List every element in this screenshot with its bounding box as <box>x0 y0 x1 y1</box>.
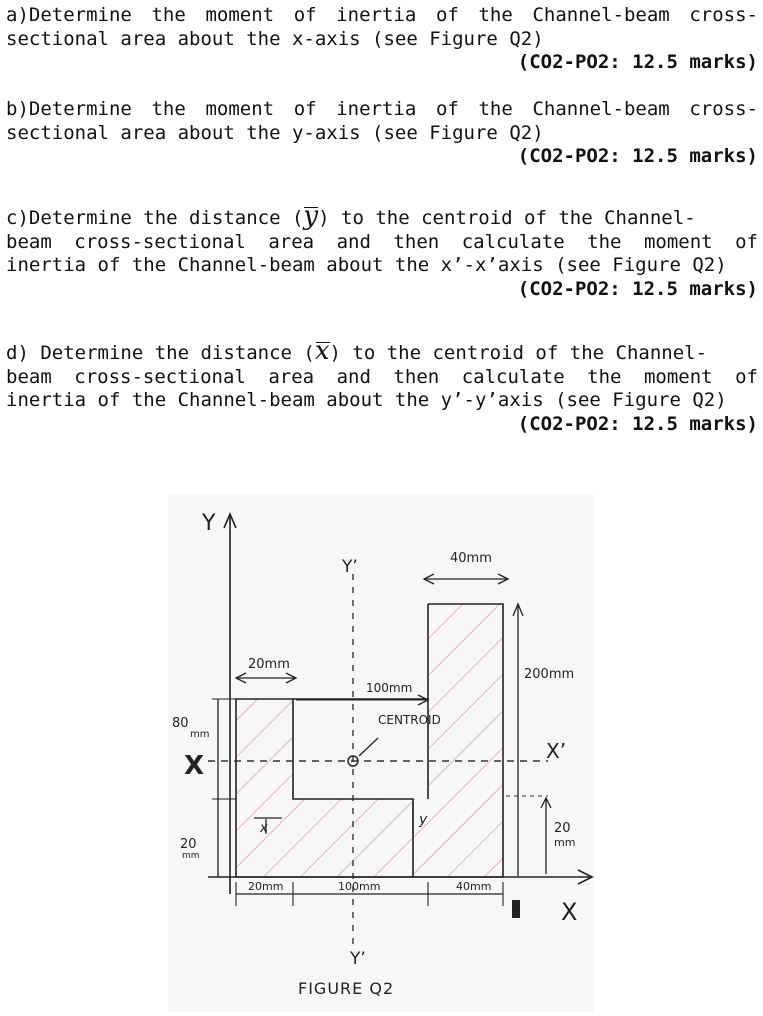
centroid-leader <box>359 738 378 756</box>
question-c-pre: c)Determine the distance ( <box>6 207 304 229</box>
web-hatch <box>293 799 428 877</box>
question-c-line-3: inertia of the Channel-beam about the x’-x’axis (see Figure Q2) <box>6 254 727 276</box>
question-d-pre: d) Determine the distance ( <box>6 342 315 364</box>
question-d-marks: (CO2-PO2: 12.5 marks) <box>517 412 758 435</box>
question-d-line-2: beam cross-sectional area and then calculate the moment of <box>6 365 758 388</box>
question-d-post: ) to the centroid of the Channel- <box>329 342 708 364</box>
x-prime-label: X’ <box>546 739 567 763</box>
question-c-line-2: beam cross-sectional area and then calculate the moment of <box>6 230 758 253</box>
centroid-label: CENTROID <box>378 713 441 727</box>
x-bar-symbol: x <box>314 336 330 366</box>
question-d <box>6 336 758 436</box>
x-left-label: X <box>184 751 205 781</box>
y-bar-symbol: y <box>303 201 319 231</box>
question-a-marks: (CO2-PO2: 12.5 marks) <box>517 51 758 73</box>
dim-height-label: 200mm <box>524 667 575 682</box>
question-a-line-2: sectional area about the x-axis (see Figure Q2) <box>6 27 544 50</box>
question-b-line-1: b)Determine the moment of inertia of the Channel-beam cross- <box>6 98 758 120</box>
dim-80-value: 80 <box>172 716 189 731</box>
y-bar-marker-label: y <box>419 812 428 828</box>
question-c <box>6 201 758 301</box>
dim-20-left-value: 20 <box>180 837 197 852</box>
question-c-marks: (CO2-PO2: 12.5 marks) <box>517 277 758 300</box>
question-c-line-1 <box>6 201 758 231</box>
channel-beam-drawing <box>168 494 594 1012</box>
dim-bottom-left-label: 20mm <box>248 880 284 893</box>
question-a-line-1: a)Determine the moment of inertia of the Channel-beam cross- <box>6 4 758 26</box>
left-flange-hatch <box>236 699 293 877</box>
dim-inner-width-label: 100mm <box>366 681 413 695</box>
dim-20-right-value: 20 <box>554 821 571 836</box>
x-bar-marker-label: x <box>260 821 268 836</box>
question-b-marks: (CO2-PO2: 12.5 marks) <box>517 145 758 167</box>
dim-bottom-mid-label: 100mm <box>338 880 381 893</box>
question-d-line-3: inertia of the Channel-beam about the y’-y’axis (see Figure Q2) <box>6 389 727 411</box>
ink-blot <box>512 900 520 918</box>
dim-20-left-unit: mm <box>182 851 200 861</box>
question-c-post: ) to the centroid of the Channel- <box>318 207 696 229</box>
question-b <box>6 98 758 169</box>
y-prime-bottom-label: Y’ <box>350 949 366 969</box>
figure-q2 <box>168 494 594 1012</box>
question-b-line-2: sectional area about the y-axis (see Figure Q2) <box>6 121 544 144</box>
y-prime-top-label: Y’ <box>342 557 358 577</box>
y-axis-label: Y <box>202 511 216 536</box>
dim-top-left-label: 20mm <box>248 657 290 672</box>
right-flange-hatch <box>428 604 503 877</box>
x-axis-label: X <box>561 898 578 926</box>
figure-caption: FIGURE Q2 <box>298 979 395 998</box>
dim-bottom-right-label: 40mm <box>456 880 492 893</box>
dim-20-right-unit: mm <box>554 836 576 849</box>
question-a <box>6 4 758 75</box>
question-d-line-1 <box>6 336 758 366</box>
dim-80-unit: mm <box>190 729 210 740</box>
dim-top-right-label: 40mm <box>450 551 492 566</box>
